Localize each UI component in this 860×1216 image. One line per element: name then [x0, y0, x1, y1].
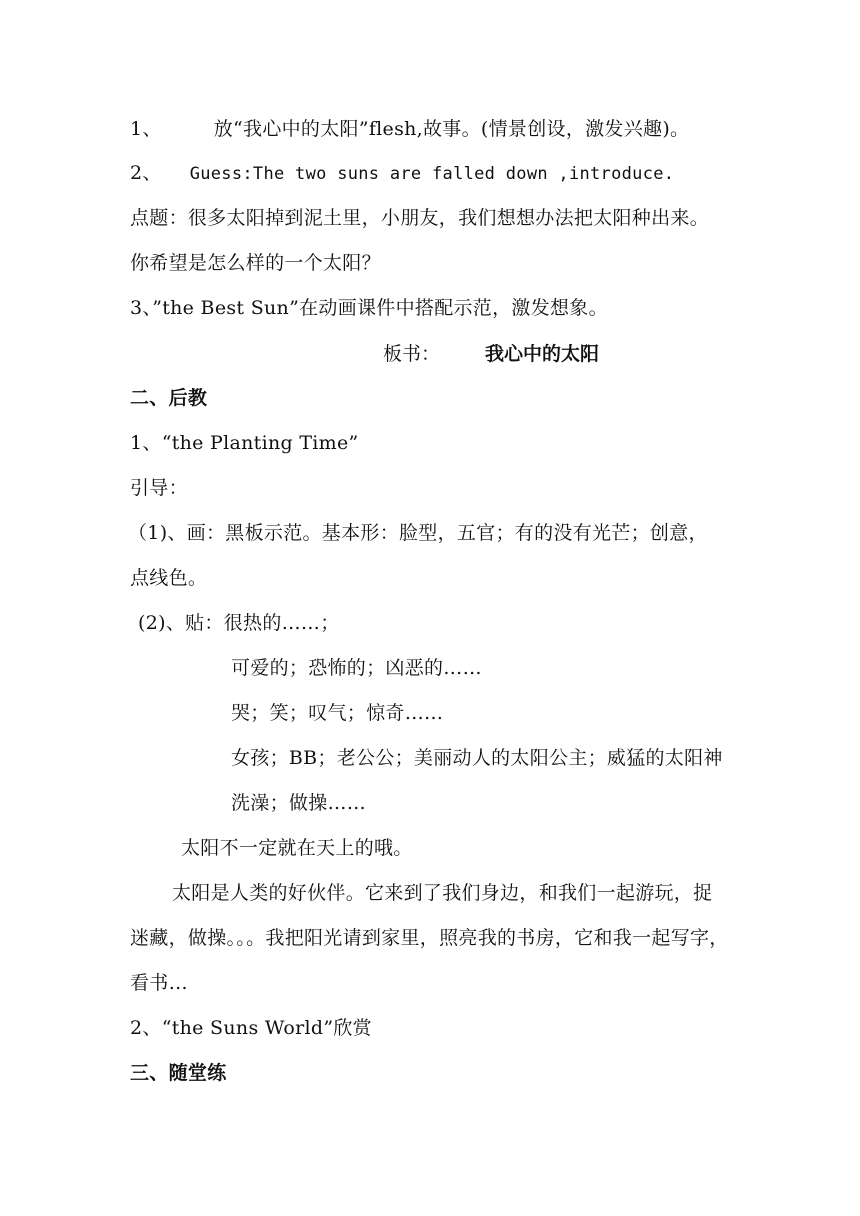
step-2-number: 2、	[130, 162, 162, 184]
step-1	[130, 117, 689, 141]
paragraph-line-2: 迷藏，做操。。。我把阳光请到家里，照亮我的书房，它和我一起写字，	[130, 927, 729, 949]
paste-list-item-4: 洗澡；做操……	[231, 792, 367, 814]
draw-instruction-cont: 点线色。	[130, 567, 208, 589]
draw-instruction: （1)、画：黑板示范。基本形：脸型，五官；有的没有光芒；创意，	[128, 522, 708, 544]
topic-line: 点题：很多太阳掉到泥土里，小朋友，我们想想办法把太阳种出来。	[130, 207, 710, 229]
note-line: 太阳不一定就在天上的哦。	[181, 837, 413, 859]
paste-list-item-1: 可爱的；恐怖的；凶恶的……	[231, 657, 482, 679]
step-3: 3、”the Best Sun”在动画课件中搭配示范，激发想象。	[130, 297, 608, 319]
question-line: 你希望是怎么样的一个太阳？	[130, 252, 381, 274]
step-2	[130, 161, 674, 186]
paste-list-item-2: 哭；笑；叹气；惊奇……	[231, 702, 444, 724]
paste-list-item-3: 女孩；BB；老公公；美丽动人的太阳公主；威猛的太阳神	[231, 747, 723, 769]
suns-world-line: 2、“the Suns World”欣赏	[130, 1017, 372, 1039]
guide-label: 引导：	[130, 477, 188, 499]
step-1-number: 1、	[130, 118, 162, 140]
blackboard-title: 我心中的太阳	[485, 343, 600, 365]
paragraph-line-1: 太阳是人类的好伙伴。它来到了我们身边，和我们一起游玩，捉	[172, 882, 713, 904]
section-heading-2: 二、后教	[130, 387, 208, 409]
step-1-text: 放“我心中的太阳”flesh,故事。(情景创设，激发兴趣)。	[213, 118, 690, 140]
planting-time-line: 1、“the Planting Time”	[130, 432, 359, 454]
blackboard-label: 板书：	[383, 343, 441, 365]
section-heading-3: 三、随堂练	[130, 1062, 227, 1084]
paragraph-line-3: 看书…	[130, 972, 188, 994]
paste-instruction: (2)、贴：很热的……；	[138, 612, 340, 634]
step-2-text: Guess:The two suns are falled down ,introduce.	[189, 164, 675, 184]
